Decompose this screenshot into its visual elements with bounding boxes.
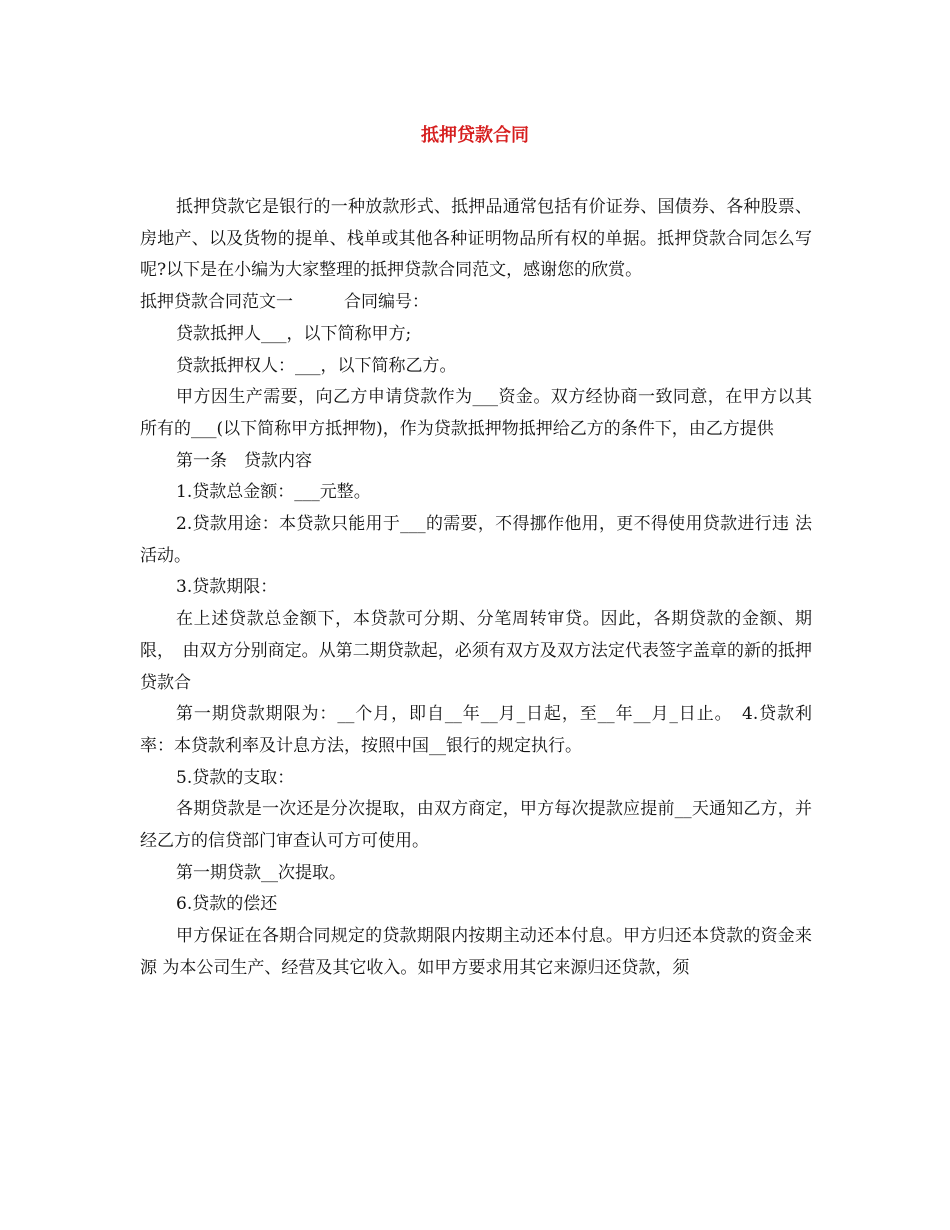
clause-3-term-body: 在上述贷款总金额下，本贷款可分期、分笔周转审贷。因此，各期贷款的金额、期限， 由双方分别商定。从第二期贷款起，必须有双方及双方法定代表签字盖章的新的抵押贷款合 — [140, 609, 812, 693]
paragraph-contract-number: 抵押贷款合同范文一 合同编号： — [140, 292, 429, 313]
clause-first-withdrawal: 第一期贷款__次提取。 — [176, 862, 346, 883]
clause-3-term-heading: 3.贷款期限： — [176, 577, 278, 598]
paragraph-mortgagee: 贷款抵押权人：___，以下简称乙方。 — [176, 355, 457, 376]
document-body — [140, 192, 812, 985]
clause-6-repayment-body: 甲方保证在各期合同规定的贷款期限内按期主动还本付息。甲方归还本贷款的资金来源 为本公司生产、经营及其它收入。如甲方要求用其它来源归还贷款，须 — [140, 926, 812, 978]
clause-5-withdrawal-heading: 5.贷款的支取： — [176, 767, 295, 788]
paragraph-intro: 抵押贷款它是银行的一种放款形式、抵押品通常包括有价证券、国债券、各种股票、房地产、以及货物的提单、栈单或其他各种证明物品所有权的单据。抵押贷款合同怎么写呢?以下是在小编为大家整理的抵押贷款合同范文，感谢您的欣赏。 — [140, 197, 812, 281]
clause-1-amount: 1.贷款总金额：___元整。 — [176, 482, 371, 503]
document-title: 抵押贷款合同 — [421, 125, 529, 146]
paragraph-mortgagor: 贷款抵押人___，以下简称甲方; — [176, 323, 412, 344]
clause-6-repayment-heading: 6.贷款的偿还 — [176, 894, 278, 915]
clause-2-usage: 2.贷款用途：本贷款只能用于___的需要，不得挪作他用，更不得使用贷款进行违 法活动。 — [140, 514, 812, 566]
paragraph-purpose: 甲方因生产需要，向乙方申请贷款作为___资金。双方经协商一致同意，在甲方以其 所有的___(以下简称甲方抵押物)，作为贷款抵押物抵押给乙方的条件下，由乙方提供 — [140, 387, 812, 439]
article-1-heading: 第一条 贷款内容 — [176, 450, 312, 471]
clause-first-term-and-rate: 第一期贷款期限为：__个月，即自__年__月_日起，至__年__月_日止。 4.贷款利率：本贷款利率及计息方法，按照中国__银行的规定执行。 — [140, 704, 812, 756]
clause-5-withdrawal-body: 各期贷款是一次还是分次提取，由双方商定，甲方每次提款应提前__天通知乙方，并 经乙方的信贷部门审查认可方可使用。 — [140, 799, 812, 852]
